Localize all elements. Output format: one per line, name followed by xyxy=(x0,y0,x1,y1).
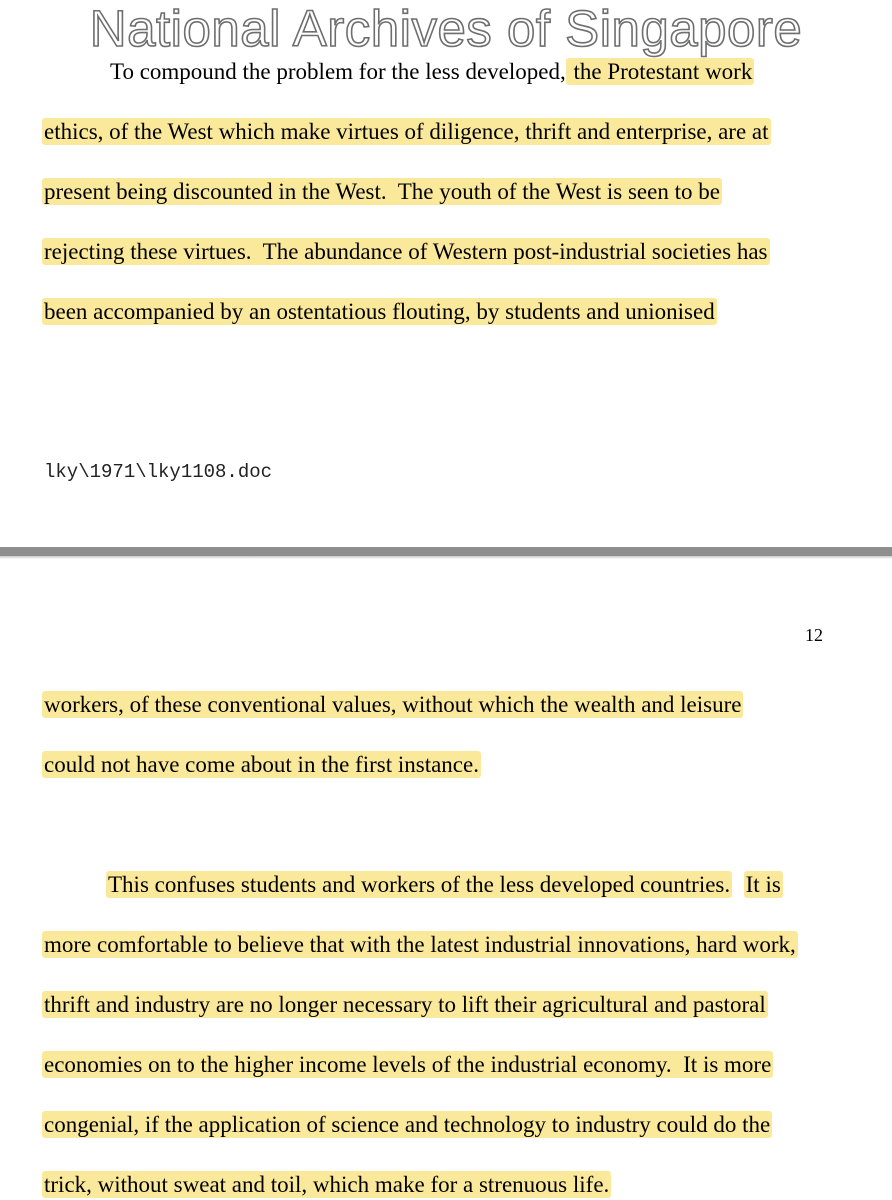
page2-line-6 xyxy=(42,1051,773,1079)
page2-line-3 xyxy=(106,871,783,899)
page2-line-1-highlight: workers, of these conventional values, without which the wealth and leisure xyxy=(44,692,742,717)
page1-line-5-highlight: been accompanied by an ostentatious flouting, by students and unionised xyxy=(44,299,715,324)
page-break-shadow xyxy=(0,556,892,559)
page-break-bar xyxy=(0,547,892,556)
page2-line-5-highlight: thrift and industry are no longer necessary to lift their agricultural and pastoral xyxy=(44,992,766,1017)
page-number: 12 xyxy=(805,625,823,645)
page2-line-2-highlight: could not have come about in the first instance. xyxy=(44,752,479,777)
page1-line-3-highlight: present being discounted in the West. The youth of the West is seen to be xyxy=(44,179,720,204)
page1-line-2-highlight: ethics, of the West which make virtues of diligence, thrift and enterprise, are at xyxy=(44,119,769,144)
page1-line-2 xyxy=(42,118,771,146)
page1-line-1-plain: To compound the problem for the less developed, xyxy=(110,59,566,84)
page2-line-7 xyxy=(42,1111,772,1139)
page2-line-2 xyxy=(42,751,481,779)
page2-line-8-highlight: trick, without sweat and toil, which make for a strenuous life. xyxy=(44,1172,610,1197)
archive-watermark: National Archives of Singapore xyxy=(89,0,803,57)
page2-line-3-highlight-b: It is xyxy=(745,872,781,897)
page2-line-3-highlight-a: This confuses students and workers of the less developed countries. xyxy=(108,872,731,897)
document-file-path: lky\1971\lky1108.doc xyxy=(44,461,273,483)
page2-line-4 xyxy=(42,931,798,959)
page2-line-4-highlight: more comfortable to believe that with the latest industrial innovations, hard work, xyxy=(44,932,796,957)
page1-line-1-highlight: the Protestant work xyxy=(567,59,753,84)
page-break-divider xyxy=(0,545,892,559)
page1-line-3 xyxy=(42,178,722,206)
page2-line-8 xyxy=(42,1171,611,1199)
page2-line-5 xyxy=(42,991,768,1019)
page2-line-1 xyxy=(42,691,743,719)
page2-line-6-highlight: economies on to the higher income levels of the industrial economy. It is more xyxy=(44,1052,772,1077)
page1-line-5 xyxy=(42,298,717,326)
page1-line-1 xyxy=(110,58,754,86)
page1-line-4 xyxy=(42,238,770,266)
page1-line-4-highlight: rejecting these virtues. The abundance of Western post-industrial societies has xyxy=(44,239,768,264)
page2-line-7-highlight: congenial, if the application of science and technology to industry could do the xyxy=(44,1112,771,1137)
